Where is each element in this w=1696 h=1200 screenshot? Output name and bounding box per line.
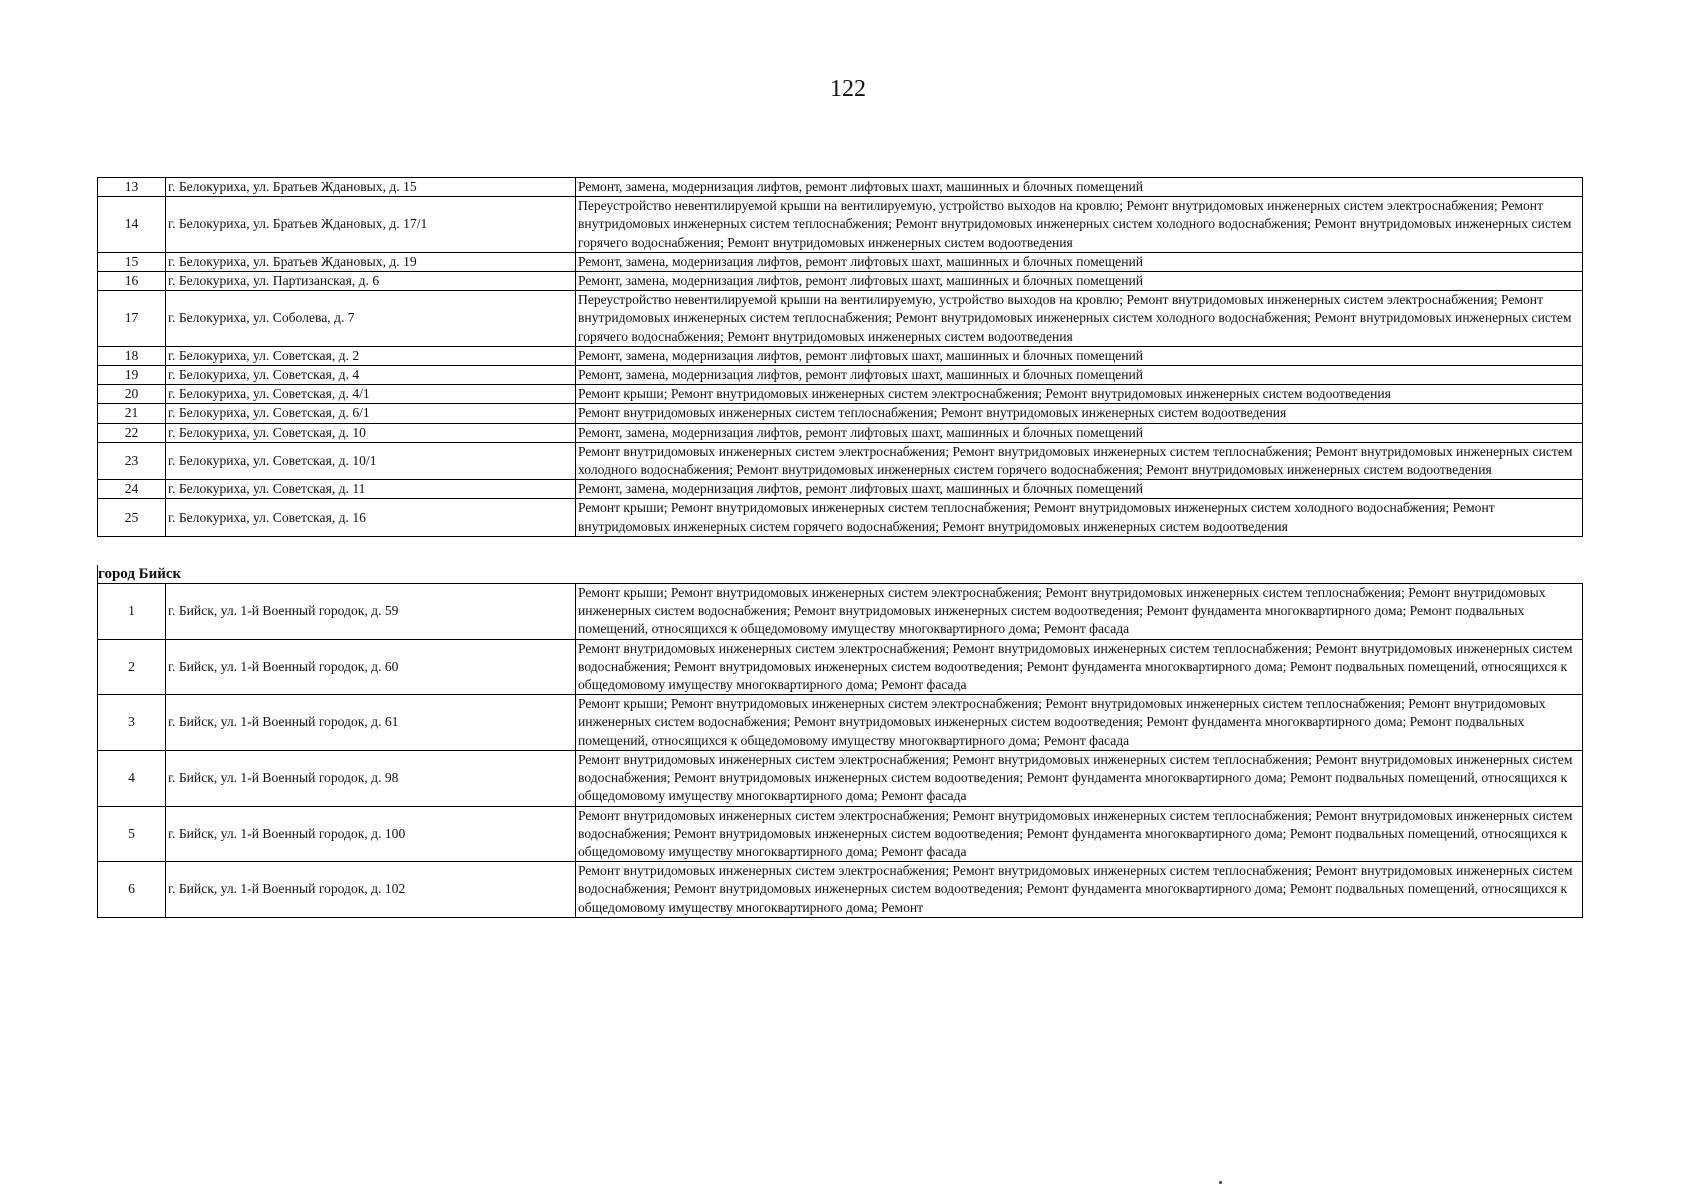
row-number: 25 [98,499,166,536]
row-works: Ремонт внутридомовых инженерных систем электроснабжения; Ремонт внутридомовых инженерных систем теплоснабжения; Ремонт внутридомовых инженерных систем водоснабжения; Ремонт внутридомовых инженерных систем водоотведения; Ремонт фундамента многоквартирного дома; Ремонт подвальных помещений, относящихся к общедомовому имуществу многоквартирного дома; Ремонт фасада [576,639,1583,695]
row-works: Ремонт, замена, модернизация лифтов, ремонт лифтовых шахт, машинных и блочных помещений [576,423,1583,442]
row-address: г. Белокуриха, ул. Советская, д. 10 [166,423,576,442]
row-address: г. Белокуриха, ул. Партизанская, д. 6 [166,272,576,291]
row-address: г. Белокуриха, ул. Советская, д. 16 [166,499,576,536]
table-row [98,385,1583,404]
row-address: г. Бийск, ул. 1-й Военный городок, д. 98 [166,750,576,806]
row-works: Ремонт внутридомовых инженерных систем электроснабжения; Ремонт внутридомовых инженерных систем теплоснабжения; Ремонт внутридомовых инженерных систем водоснабжения; Ремонт внутридомовых инженерных систем водоотведения; Ремонт фундамента многоквартирного дома; Ремонт подвальных помещений, относящихся к общедомовому имуществу многоквартирного дома; Ремонт [576,862,1583,918]
table-row [98,442,1583,479]
row-address: г. Белокуриха, ул. Советская, д. 11 [166,480,576,499]
row-number: 18 [98,346,166,365]
table-row [98,178,1583,197]
row-number: 3 [98,695,166,751]
row-address: г. Бийск, ул. 1-й Военный городок, д. 61 [166,695,576,751]
row-address: г. Белокуриха, ул. Соболева, д. 7 [166,291,576,347]
row-number: 20 [98,385,166,404]
row-works: Ремонт, замена, модернизация лифтов, ремонт лифтовых шахт, машинных и блочных помещений [576,346,1583,365]
table-row [98,272,1583,291]
row-number: 17 [98,291,166,347]
row-address: г. Белокуриха, ул. Братьев Ждановых, д. 15 [166,178,576,197]
row-number: 1 [98,584,166,640]
section-title: город Бийск [98,565,1583,584]
row-address: г. Белокуриха, ул. Братьев Ждановых, д. 19 [166,252,576,271]
row-number: 14 [98,197,166,253]
table-row [98,639,1583,695]
row-works: Ремонт внутридомовых инженерных систем теплоснабжения; Ремонт внутридомовых инженерных систем водоотведения [576,404,1583,423]
scan-mark [1219,1181,1222,1184]
row-works: Переустройство невентилируемой крыши на вентилируемую, устройство выходов на кровлю; Ремонт внутридомовых инженерных систем электроснабжения; Ремонт внутридомовых инженерных систем теплоснабжения; Ремонт внутридомовых инженерных систем холодного водоснабжения; Ремонт внутридомовых инженерных систем горячего водоснабжения; Ремонт внутридомовых инженерных систем водоотведения [576,291,1583,347]
table-row [98,480,1583,499]
row-address: г. Белокуриха, ул. Советская, д. 4/1 [166,385,576,404]
row-works: Ремонт внутридомовых инженерных систем электроснабжения; Ремонт внутридомовых инженерных систем теплоснабжения; Ремонт внутридомовых инженерных систем холодного водоснабжения; Ремонт внутридомовых инженерных систем горячего водоснабжения; Ремонт внутридомовых инженерных систем водоотведения [576,442,1583,479]
belokurikha-rows [98,178,1583,537]
table-row [98,252,1583,271]
table-row [98,291,1583,347]
row-works: Ремонт крыши; Ремонт внутридомовых инженерных систем теплоснабжения; Ремонт внутридомовых инженерных систем холодного водоснабжения; Ремонт внутридомовых инженерных систем горячего водоснабжения; Ремонт внутридомовых инженерных систем водоотведения [576,499,1583,536]
row-number: 2 [98,639,166,695]
section-gap [98,536,1583,565]
table-row [98,404,1583,423]
row-works: Ремонт внутридомовых инженерных систем электроснабжения; Ремонт внутридомовых инженерных систем теплоснабжения; Ремонт внутридомовых инженерных систем водоснабжения; Ремонт внутридомовых инженерных систем водоотведения; Ремонт фундамента многоквартирного дома; Ремонт подвальных помещений, относящихся к общедомовому имуществу многоквартирного дома; Ремонт фасада [576,750,1583,806]
row-works: Переустройство невентилируемой крыши на вентилируемую, устройство выходов на кровлю; Ремонт внутридомовых инженерных систем электроснабжения; Ремонт внутридомовых инженерных систем теплоснабжения; Ремонт внутридомовых инженерных систем холодного водоснабжения; Ремонт внутридомовых инженерных систем горячего водоснабжения; Ремонт внутридомовых инженерных систем водоотведения [576,197,1583,253]
row-address: г. Белокуриха, ул. Братьев Ждановых, д. 17/1 [166,197,576,253]
row-number: 5 [98,806,166,862]
row-number: 21 [98,404,166,423]
section-divider [98,536,1583,583]
row-works: Ремонт внутридомовых инженерных систем электроснабжения; Ремонт внутридомовых инженерных систем теплоснабжения; Ремонт внутридомовых инженерных систем водоснабжения; Ремонт внутридомовых инженерных систем водоотведения; Ремонт фундамента многоквартирного дома; Ремонт подвальных помещений, относящихся к общедомовому имуществу многоквартирного дома; Ремонт фасада [576,806,1583,862]
row-number: 19 [98,366,166,385]
table-row [98,862,1583,918]
row-address: г. Бийск, ул. 1-й Военный городок, д. 60 [166,639,576,695]
row-address: г. Белокуриха, ул. Советская, д. 4 [166,366,576,385]
row-works: Ремонт крыши; Ремонт внутридомовых инженерных систем электроснабжения; Ремонт внутридомовых инженерных систем теплоснабжения; Ремонт внутридомовых инженерных систем водоснабжения; Ремонт внутридомовых инженерных систем водоотведения; Ремонт фундамента многоквартирного дома; Ремонт подвальных помещений, относящихся к общедомовому имуществу многоквартирного дома; Ремонт фасада [576,584,1583,640]
row-number: 23 [98,442,166,479]
table-row [98,806,1583,862]
table-row [98,423,1583,442]
row-works: Ремонт, замена, модернизация лифтов, ремонт лифтовых шахт, машинных и блочных помещений [576,178,1583,197]
row-number: 13 [98,178,166,197]
row-number: 22 [98,423,166,442]
row-works: Ремонт, замена, модернизация лифтов, ремонт лифтовых шахт, машинных и блочных помещений [576,272,1583,291]
table-row [98,197,1583,253]
repair-register-table [97,177,1583,918]
row-number: 4 [98,750,166,806]
row-number: 16 [98,272,166,291]
row-works: Ремонт, замена, модернизация лифтов, ремонт лифтовых шахт, машинных и блочных помещений [576,480,1583,499]
row-number: 15 [98,252,166,271]
row-works: Ремонт, замена, модернизация лифтов, ремонт лифтовых шахт, машинных и блочных помещений [576,366,1583,385]
row-address: г. Бийск, ул. 1-й Военный городок, д. 59 [166,584,576,640]
section-header [98,565,1583,584]
row-number: 6 [98,862,166,918]
table-row [98,346,1583,365]
row-address: г. Белокуриха, ул. Советская, д. 6/1 [166,404,576,423]
table-row [98,499,1583,536]
table-row [98,750,1583,806]
row-address: г. Белокуриха, ул. Советская, д. 10/1 [166,442,576,479]
page-number: 122 [830,76,866,102]
row-works: Ремонт крыши; Ремонт внутридомовых инженерных систем электроснабжения; Ремонт внутридомовых инженерных систем теплоснабжения; Ремонт внутридомовых инженерных систем водоснабжения; Ремонт внутридомовых инженерных систем водоотведения; Ремонт фундамента многоквартирного дома; Ремонт подвальных помещений, относящихся к общедомовому имуществу многоквартирного дома; Ремонт фасада [576,695,1583,751]
table-row [98,695,1583,751]
row-works: Ремонт крыши; Ремонт внутридомовых инженерных систем электроснабжения; Ремонт внутридомовых инженерных систем водоотведения [576,385,1583,404]
row-number: 24 [98,480,166,499]
row-address: г. Бийск, ул. 1-й Военный городок, д. 100 [166,806,576,862]
biysk-rows [98,584,1583,918]
row-address: г. Белокуриха, ул. Советская, д. 2 [166,346,576,365]
row-works: Ремонт, замена, модернизация лифтов, ремонт лифтовых шахт, машинных и блочных помещений [576,252,1583,271]
table-row [98,366,1583,385]
table-row [98,584,1583,640]
row-address: г. Бийск, ул. 1-й Военный городок, д. 102 [166,862,576,918]
